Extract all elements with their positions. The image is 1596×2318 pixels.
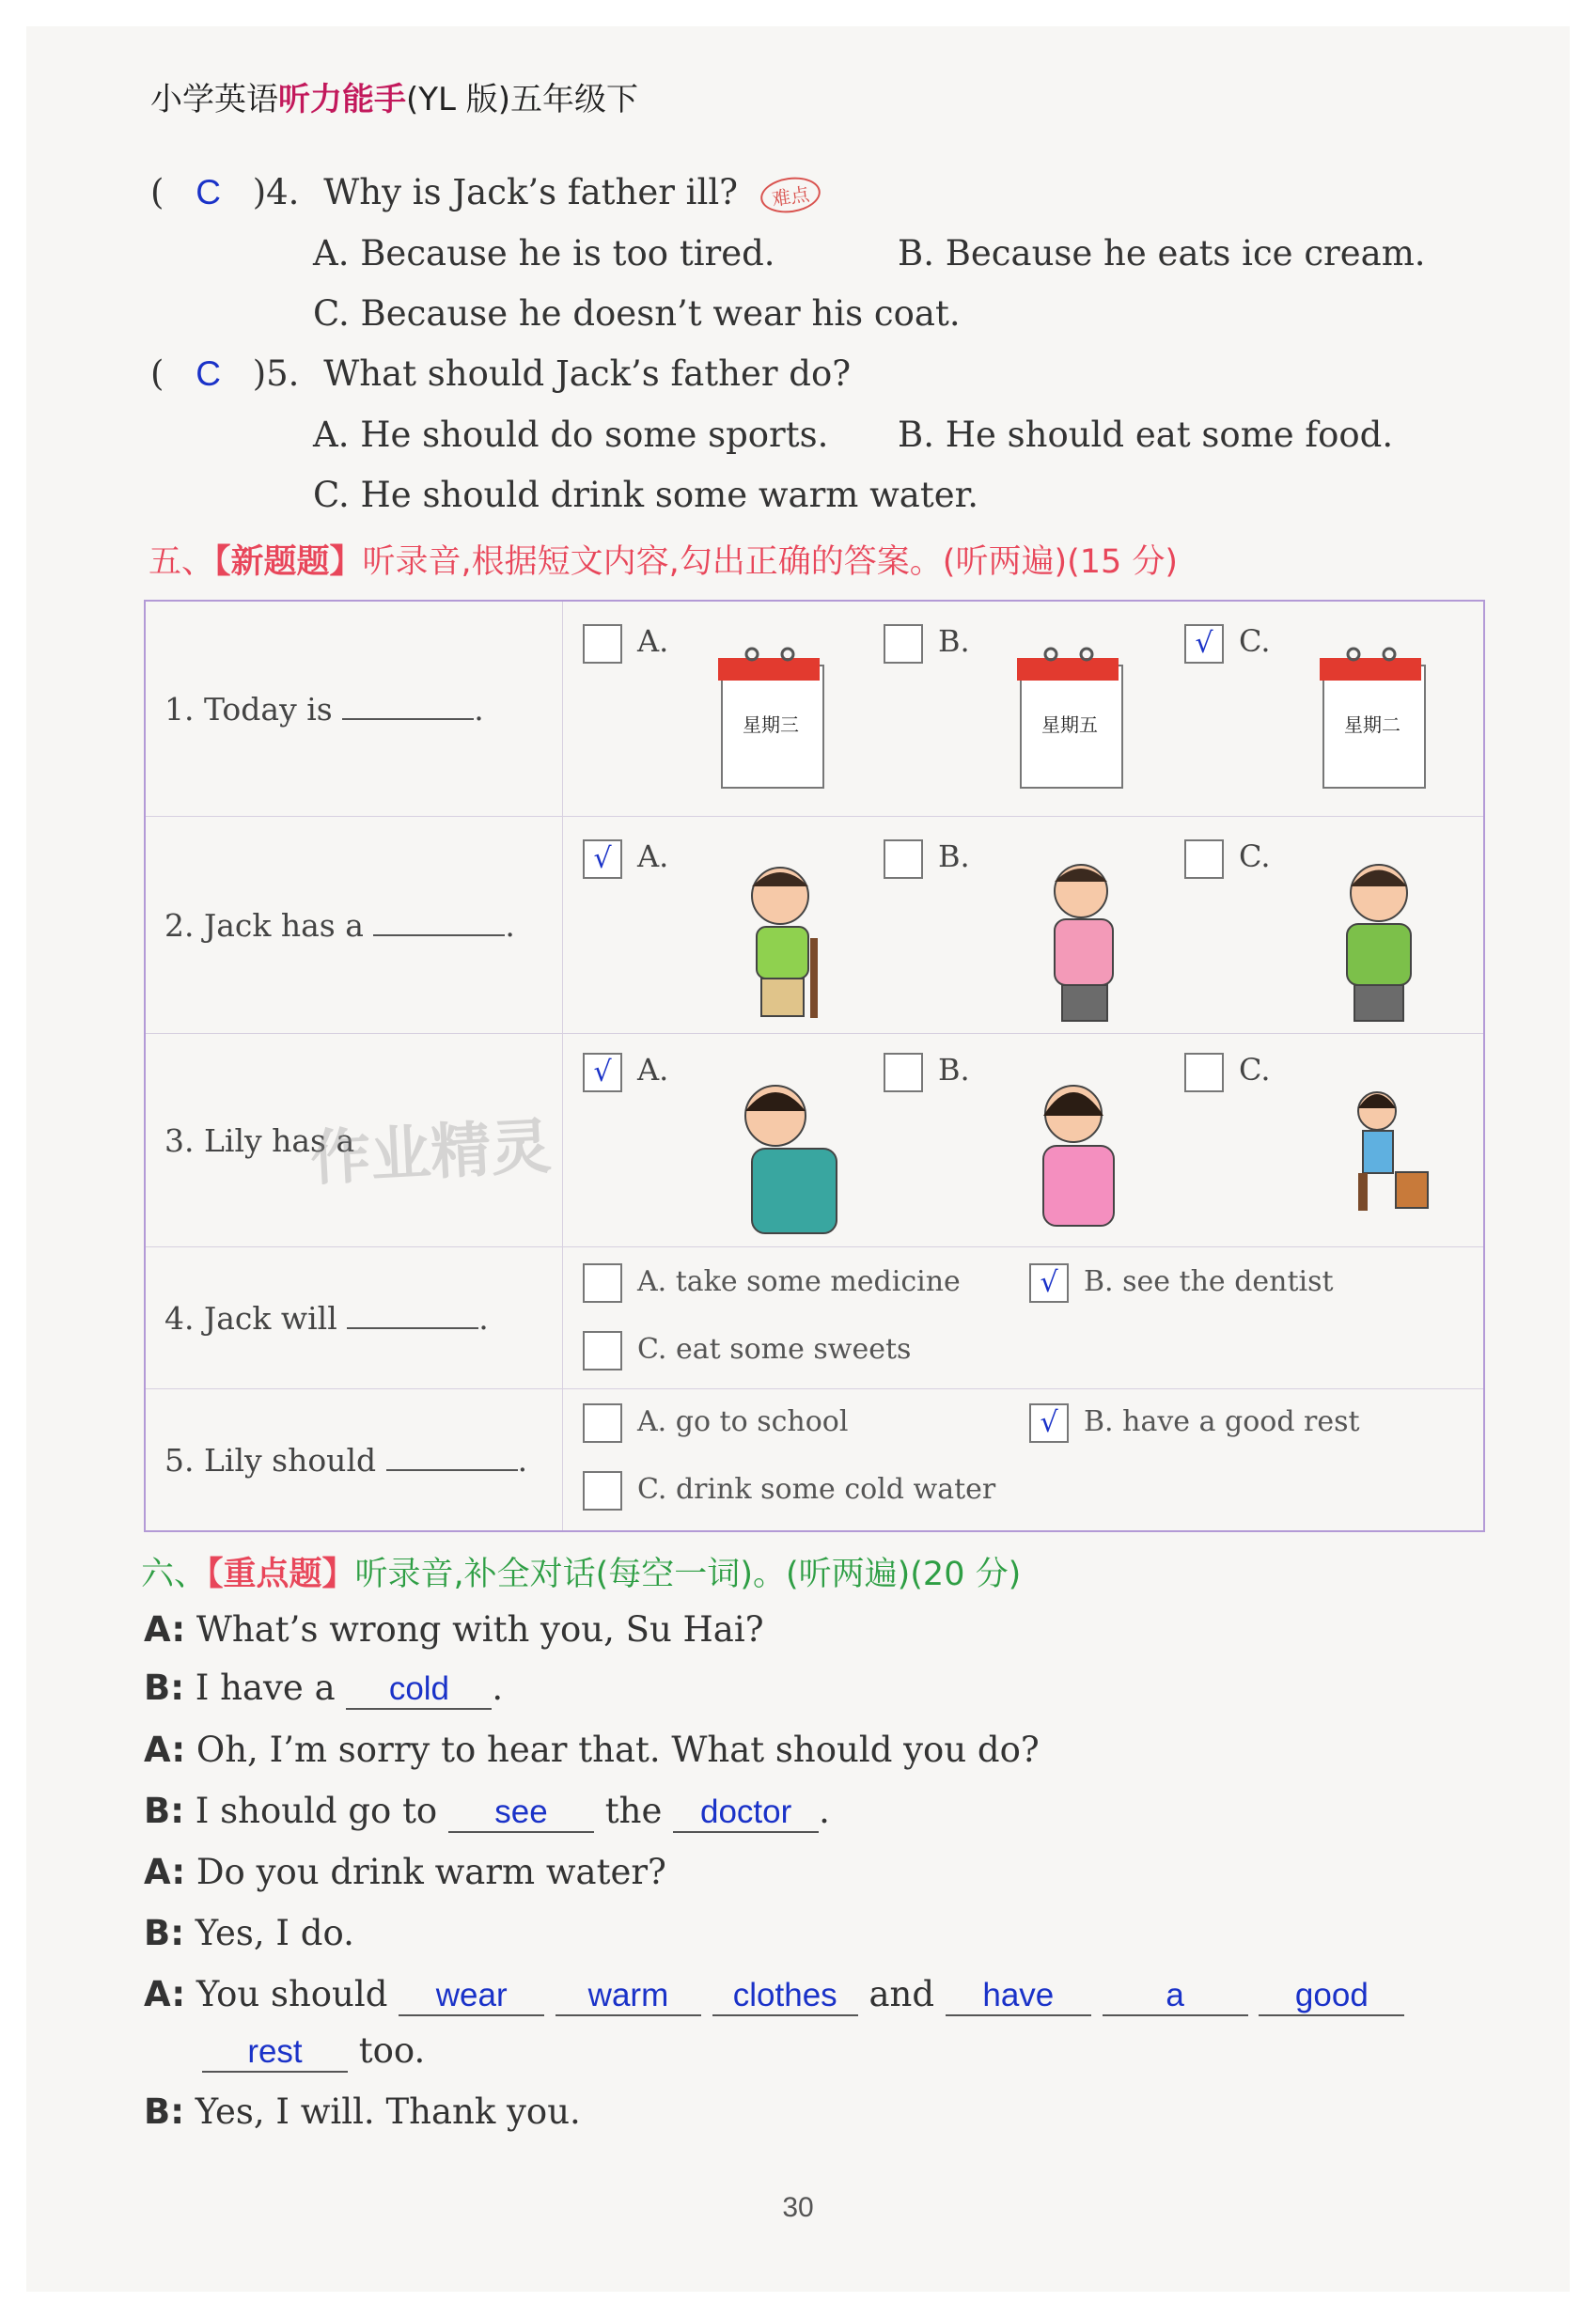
checkbox[interactable]: √ [1029,1403,1069,1443]
checkbox[interactable] [583,1471,622,1511]
speaker: B: [144,1668,184,1708]
speaker: A: [144,1730,186,1770]
speaker: B: [144,1913,184,1953]
page-number: 30 [782,2192,814,2223]
answer-blank [386,1441,518,1471]
paren-open: ( [150,353,164,394]
answer-blank[interactable]: have [946,1977,1091,2016]
dialogue-line [202,2030,425,2073]
option-a: A. He should do some sports. [313,415,829,455]
answer-blank[interactable]: clothes [712,1977,858,2016]
line-text: and [868,1974,935,2014]
answer-blank[interactable]: rest [202,2033,348,2073]
line-text: too. [358,2030,426,2071]
dialogue-line [144,2091,581,2132]
section-5-heading [149,536,1178,583]
section-instructions: 听录音,补全对话(每空一词)。(听两遍)(20 分) [354,1556,1022,1593]
row-prompt [145,1247,563,1389]
answer-blank [342,690,474,720]
stomachache-boy-illustration [1321,854,1443,1023]
question-text: What should Jack’s father do? [323,353,852,394]
option-label: C. drink some cold water [637,1473,996,1506]
dialogue-line [144,1668,503,1710]
question-5 [150,353,851,394]
checkbox[interactable] [1184,839,1224,879]
option-label: A. [637,838,669,874]
answer-blank[interactable]: warm [555,1977,701,2016]
option-c[interactable] [583,1331,911,1370]
row-prompt [145,601,563,817]
option-b: B. He should eat some food. [898,415,1394,455]
row-prompt [145,1389,563,1532]
option-b[interactable] [1029,1403,1360,1443]
line-text: I should go to [195,1791,438,1831]
table-row [145,1247,1484,1389]
option-b[interactable] [1029,1263,1334,1303]
difficulty-badge: 难点 [759,174,823,217]
answer-mark: C [196,354,221,393]
option-b: B. Because he eats ice cream. [898,233,1426,274]
headache-girl-illustration [714,1069,865,1238]
section-instructions: 听录音,根据短文内容,勾出正确的答案。(听两遍)(15 分) [362,543,1179,581]
question-number: )5. [252,353,300,394]
line-text: Do you drink warm water? [196,1852,666,1892]
dialogue-line [144,1852,666,1892]
line-text: . [492,1668,504,1708]
calendar-icon [1013,645,1135,795]
checkbox[interactable] [884,1053,923,1092]
prompt-text: 2. Jack has a [164,907,364,944]
question-4 [150,172,821,212]
option-label: A. take some medicine [637,1265,961,1298]
section-number: 六、 [141,1556,208,1593]
line-text: Yes, I will. Thank you. [195,2091,581,2132]
option-a[interactable] [583,838,668,879]
option-label: C. [1239,838,1271,874]
option-a[interactable] [583,1403,848,1443]
line-text: . [819,1791,830,1831]
prompt-end: . [478,1300,489,1337]
sore-throat-girl-illustration [1015,1069,1156,1238]
checkbox[interactable]: √ [1029,1263,1069,1303]
speaker: B: [144,2091,184,2132]
calendar-day-text: 星期三 [743,713,799,736]
row-prompt [145,817,563,1034]
calendar-icon [714,645,837,795]
speaker: A: [144,1852,186,1892]
option-a[interactable] [583,1263,961,1303]
line-text: You should [196,1974,388,2014]
option-a[interactable] [583,1052,668,1092]
dialogue-line [144,1974,1404,2016]
question-number: )4. [252,172,300,212]
checkbox[interactable] [884,839,923,879]
speaker: A: [144,1974,186,2014]
dialogue-line [144,1730,1040,1770]
coughing-boy-illustration [724,854,846,1023]
answer-mark: C [196,173,221,211]
dialogue-line [144,1913,354,1953]
option-label: C. [1239,623,1271,659]
speaker: B: [144,1791,184,1831]
option-c: C. Because he doesn’t wear his coat. [313,293,961,334]
speaker: A: [144,1609,186,1650]
section-number: 五、 [149,543,215,581]
answer-table [144,600,1485,1532]
dialogue-line [144,1609,764,1650]
row-options [563,1034,1485,1247]
option-b[interactable] [884,838,970,879]
backache-boy-illustration [1025,854,1147,1023]
watermark: 作业精灵 [308,1112,554,1195]
option-b[interactable] [884,623,970,664]
checkbox[interactable]: √ [583,839,622,879]
line-text: I have a [195,1668,336,1708]
calendar-icon [1316,645,1438,795]
line-text: Oh, I’m sorry to hear that. What should you do? [196,1730,1040,1770]
option-label: B. have a good rest [1084,1405,1360,1438]
row-options [563,1389,1485,1532]
option-label: A. [637,1052,669,1088]
option-label: A. [637,623,669,659]
prompt-text: 5. Lily should [164,1442,377,1479]
checkbox[interactable] [884,624,923,664]
option-b[interactable] [884,1052,970,1092]
table-row [145,817,1484,1034]
option-a[interactable] [583,623,668,664]
answer-blank[interactable]: wear [399,1977,544,2016]
option-c[interactable] [1184,838,1271,879]
prompt-text: 1. Today is [164,691,333,728]
section-6-heading [141,1548,1021,1595]
answer-blank [373,906,505,936]
question-text: Why is Jack’s father ill? [323,172,739,212]
checkbox[interactable] [583,1263,622,1303]
answer-blank[interactable]: a [1103,1977,1248,2016]
line-text: the [604,1791,663,1831]
option-label: B. see the dentist [1084,1265,1334,1298]
answer-blank[interactable]: see [448,1793,594,1833]
line-text: What’s wrong with you, Su Hai? [196,1609,764,1650]
line-text: Yes, I do. [195,1913,354,1953]
table-row [145,601,1484,817]
header-suffix: (YL 版)五年级下 [406,81,639,118]
calendar-day-text: 星期二 [1344,713,1400,736]
option-label: B. [938,623,970,659]
prompt-text: 3. Lily has a [164,1121,355,1159]
answer-blank[interactable]: good [1259,1977,1404,2016]
answer-blank[interactable]: cold [346,1670,492,1710]
header-brand: 听力能手 [278,81,406,118]
option-label: A. go to school [637,1405,849,1438]
option-label: B. [938,1052,970,1088]
row-options [563,601,1485,817]
section-tag: 【重点题】 [207,1556,355,1593]
section-tag: 【新题题】 [214,543,363,581]
checkbox[interactable] [583,624,622,664]
checkbox[interactable]: √ [1184,624,1224,664]
prompt-end: . [517,1442,528,1479]
option-c[interactable] [1184,1052,1271,1092]
option-label: C. [1239,1052,1271,1088]
header-prefix: 小学英语 [150,81,278,118]
checkbox[interactable] [583,1331,622,1370]
option-label: B. [938,838,970,874]
checkbox[interactable] [583,1403,622,1443]
prompt-end: . [474,691,484,728]
page-header [150,73,638,119]
prompt-text: 4. Jack will [164,1300,337,1337]
checkbox[interactable]: √ [583,1053,622,1092]
row-options [563,1247,1485,1389]
dialogue-line [144,1791,830,1833]
paren-open: ( [150,172,164,212]
option-c[interactable] [1184,623,1271,664]
prompt-end: . [505,907,515,944]
row-options [563,817,1485,1034]
option-c[interactable] [583,1471,995,1511]
answer-blank[interactable]: doctor [673,1793,819,1833]
answer-blank [347,1299,478,1329]
option-label: C. eat some sweets [637,1333,912,1366]
checkbox[interactable] [1184,1053,1224,1092]
table-row [145,1389,1484,1532]
option-c: C. He should drink some warm water. [313,475,979,515]
sick-girl-sitting-illustration [1330,1069,1433,1238]
option-a: A. Because he is too tired. [313,233,775,274]
calendar-day-text: 星期五 [1041,713,1098,736]
